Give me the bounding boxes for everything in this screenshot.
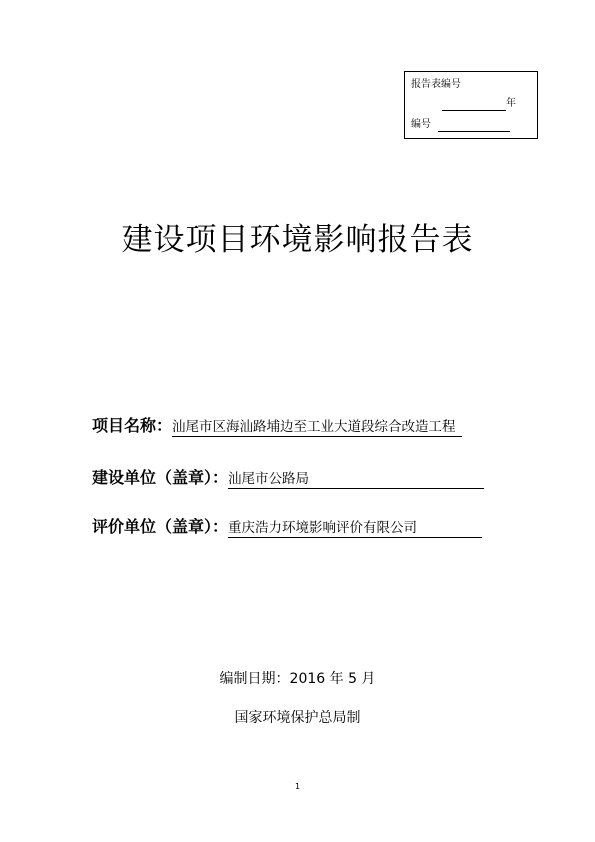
code-label: 编号 (411, 119, 431, 130)
year-label: 年 (506, 98, 516, 109)
project-name-label: 项目名称： (92, 416, 173, 435)
code-blank (438, 120, 510, 132)
report-year-line (442, 97, 516, 111)
builder-label: 建设单位（盖章）： (92, 468, 229, 487)
report-number-label: 报告表编号 (411, 79, 461, 90)
evaluator-value: 重庆浩力环境影响评价有限公司 (228, 519, 482, 538)
year-blank (442, 99, 506, 111)
project-name-value: 汕尾市区海汕路埔边至工业大道段综合改造工程 (172, 418, 462, 437)
page-number: 1 (294, 782, 301, 791)
document-title: 建设项目环境影响报告表 (121, 222, 474, 258)
issuing-organization: 国家环境保护总局制 (234, 710, 361, 726)
compile-date: 编制日期：2016 年 5 月 (219, 671, 376, 687)
evaluator-field (92, 516, 482, 538)
builder-field (92, 467, 484, 489)
report-number-box (404, 71, 538, 139)
builder-value: 汕尾市公路局 (228, 470, 484, 489)
project-name-field (92, 415, 462, 437)
evaluator-label: 评价单位（盖章）： (92, 517, 229, 536)
report-code-line (411, 118, 510, 132)
